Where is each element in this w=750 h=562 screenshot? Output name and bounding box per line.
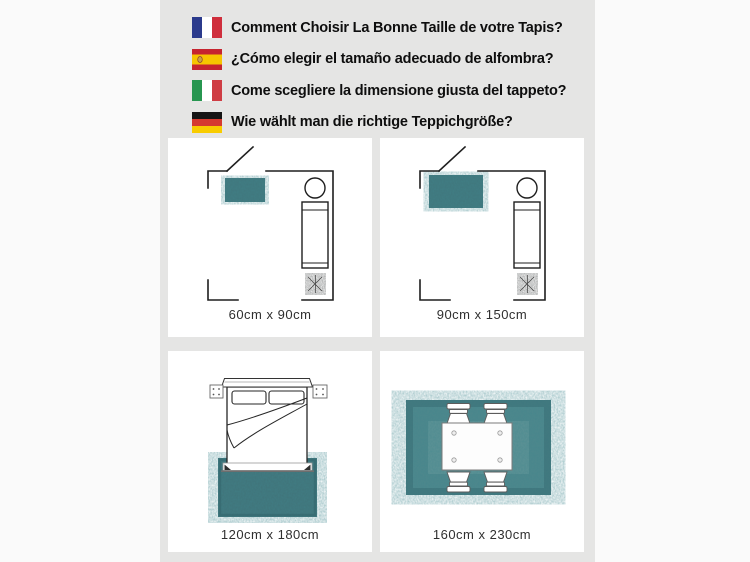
spain-flag-icon bbox=[192, 49, 222, 70]
header-line-french bbox=[192, 17, 595, 38]
plant-icon bbox=[307, 275, 324, 293]
size-label: 120cm x 180cm bbox=[220, 527, 320, 542]
plant-icon bbox=[519, 275, 536, 293]
bed-icon bbox=[302, 202, 328, 268]
dining-table-icon bbox=[442, 423, 512, 470]
header-line-text: Wie wählt man die richtige Teppichgröße? bbox=[231, 114, 513, 130]
chair-icon bbox=[447, 404, 470, 424]
italy-flag-icon bbox=[192, 80, 222, 101]
header-line-text: Comment Choisir La Bonne Taille de votre Tapis? bbox=[231, 19, 563, 36]
size-label: 90cm x 150cm bbox=[436, 307, 528, 322]
header-line-german bbox=[192, 112, 595, 133]
header-line-italian bbox=[192, 80, 595, 101]
bed-top-view-rug-icon bbox=[168, 351, 372, 552]
rug-swatch bbox=[225, 178, 265, 202]
side-table-icon bbox=[517, 178, 537, 198]
bed-icon bbox=[514, 202, 540, 268]
footboard-icon bbox=[221, 463, 314, 471]
rug-swatch bbox=[429, 175, 483, 208]
dining-table-rug-icon bbox=[380, 351, 584, 552]
chair-icon bbox=[484, 472, 507, 492]
header-line-text: Come scegliere la dimensione giusta del tappeto? bbox=[231, 82, 567, 99]
header bbox=[160, 0, 595, 133]
header-line-text: ¿Cómo elegir el tamaño adecuado de alfombra? bbox=[231, 51, 554, 67]
side-table-icon bbox=[305, 178, 325, 198]
panel-rug-90x150 bbox=[380, 138, 584, 337]
size-label: 60cm x 90cm bbox=[228, 307, 312, 322]
size-guide-card bbox=[160, 0, 595, 562]
headboard-icon bbox=[222, 379, 313, 388]
header-line-spanish bbox=[192, 49, 595, 70]
panel-rug-160x230 bbox=[380, 351, 584, 552]
size-label: 160cm x 230cm bbox=[432, 527, 532, 542]
france-flag-icon bbox=[192, 17, 222, 38]
panel-rug-120x180 bbox=[168, 351, 372, 552]
germany-flag-icon bbox=[192, 112, 222, 133]
panel-rug-60x90 bbox=[168, 138, 372, 337]
chair-icon bbox=[447, 472, 470, 492]
chair-icon bbox=[484, 404, 507, 424]
